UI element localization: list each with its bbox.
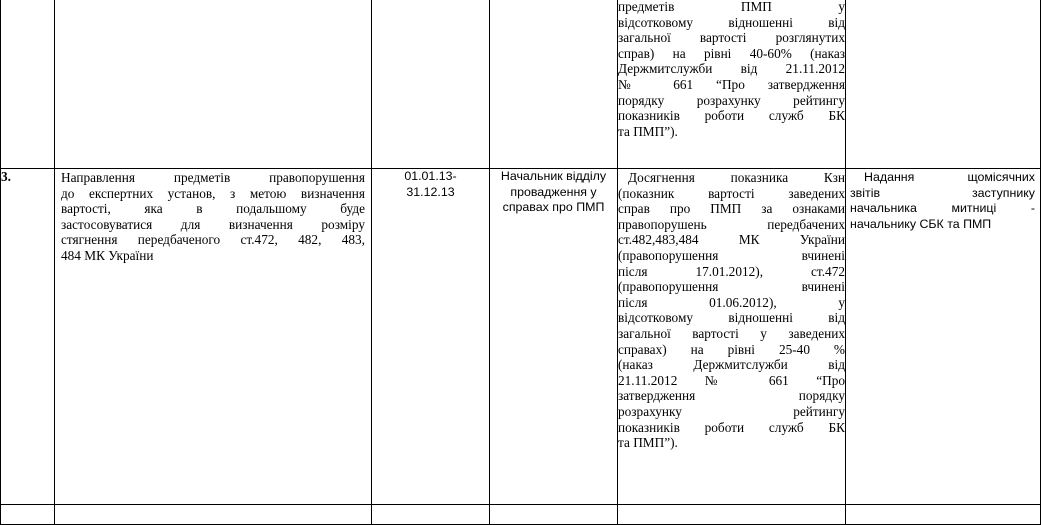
term-text: 01.01.13-31.12.13	[404, 169, 457, 199]
cell-term	[372, 0, 490, 169]
text-line: 484 МК України	[61, 247, 154, 263]
indicator-text	[618, 0, 845, 139]
text-line: та ПМП”).	[618, 435, 678, 451]
cell-term	[372, 169, 490, 505]
text-line: до експертних установ, з метою визначення	[61, 185, 365, 201]
text-line: (показник вартості заведених	[618, 185, 845, 201]
text-line: справ) на рівні 40-60% (наказ	[618, 45, 845, 61]
text-line: (правопорушення вчинені	[618, 247, 845, 263]
row-number: 3.	[1, 169, 55, 505]
text-line: відсотковому відношенні від	[618, 310, 845, 326]
cell-action	[55, 0, 372, 169]
text-line: Держмитслужби від 21.11.2012	[618, 61, 845, 77]
text-line: затвердження порядку	[618, 388, 845, 404]
text-line: начальника митниці -	[850, 201, 1035, 216]
text-line: № 661 “Про затвердження	[618, 76, 845, 92]
text-line: (наказ Держмитслужби від	[618, 357, 845, 373]
cell-action	[55, 169, 372, 505]
table-row	[1, 0, 1041, 169]
text-line: показників роботи служб БК	[618, 108, 845, 124]
text-line: предметів ПМП у	[618, 0, 845, 14]
text-line: Досягнення показника Кзн	[628, 170, 845, 185]
cell-responsible	[490, 169, 618, 505]
text-line: після 17.01.2012), ст.472	[618, 263, 845, 279]
text-line: справ про ПМП за ознаками	[618, 201, 845, 217]
text-line: Направлення предметів правопорушення	[61, 170, 365, 185]
text-line: та ПМП”).	[618, 123, 678, 139]
text-line: начальнику СБК та ПМП	[850, 216, 992, 231]
text-line: вартості, яка в подальшому буде	[61, 201, 365, 217]
indicator-text	[618, 170, 845, 451]
cell-number	[1, 0, 55, 169]
text-line: розрахунку рейтингу	[618, 403, 845, 419]
text-line: загальної вартості розглянутих	[618, 30, 845, 46]
table-row	[1, 505, 1041, 525]
text-line: після 01.06.2012), у	[618, 294, 845, 310]
text-line: ст.482,483,484 МК України	[618, 232, 845, 248]
text-line: справах) на рівні 25-40 %	[618, 341, 845, 357]
text-line: звітів заступнику	[850, 185, 1035, 200]
cell-indicator	[618, 0, 846, 169]
text-line: застосовуватися для визначення розміру	[61, 216, 365, 232]
cell-responsible	[490, 0, 618, 169]
report-text	[850, 170, 1035, 232]
text-line: порядку розрахунку рейтингу	[618, 92, 845, 108]
text-line: правопорушень передбачених	[618, 216, 845, 232]
cell-report	[846, 169, 1041, 505]
text-line: загальної вартості у заведених	[618, 325, 845, 341]
action-text	[61, 170, 365, 264]
text-line: показників роботи служб БК	[618, 419, 845, 435]
cell-indicator	[618, 169, 846, 505]
table-row	[1, 169, 1041, 505]
cell-report	[846, 0, 1041, 169]
text-line: (правопорушення вчинені	[618, 279, 845, 295]
text-line: 21.11.2012 № 661 “Про	[618, 372, 845, 388]
text-line: Надання щомісячних	[864, 170, 1035, 184]
responsible-text: Начальник відділу провадження у справах про ПМП	[500, 169, 607, 215]
text-line: відсотковому відношенні від	[618, 14, 845, 30]
text-line: стягнення передбаченого ст.472, 482, 483,	[61, 232, 365, 248]
